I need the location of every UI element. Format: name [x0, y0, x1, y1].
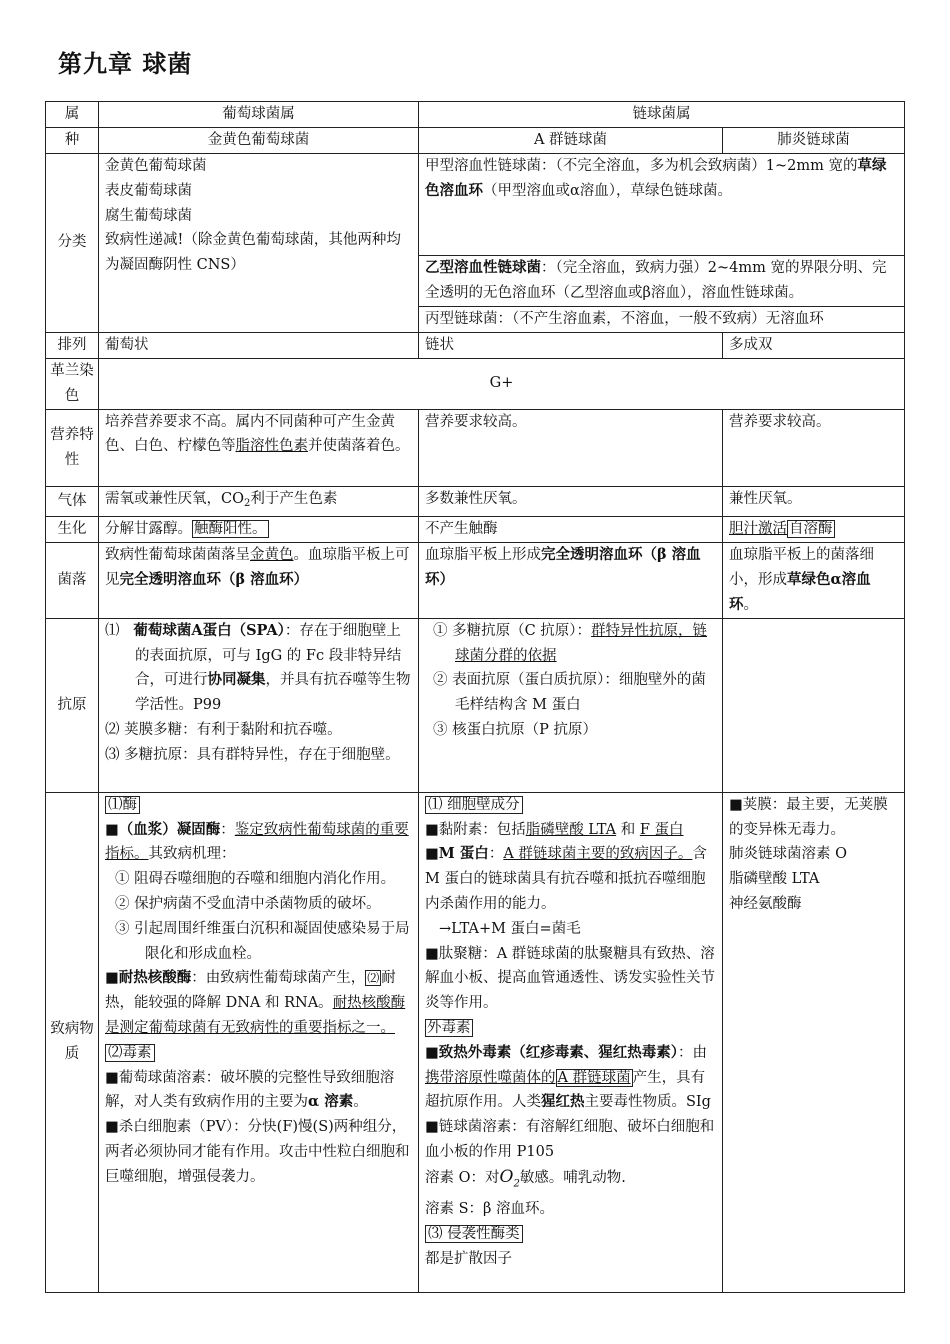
mechanism-text: 其致病机理：	[148, 846, 236, 863]
enzyme-heading: ⑴酶	[105, 796, 140, 814]
staph-biochem	[99, 517, 419, 543]
table-row-biochem	[46, 517, 905, 543]
pneumo-antigen	[723, 618, 905, 792]
coagglutination-bold: 协同凝集	[207, 671, 266, 689]
pyrogenic-text-2: 产生，具有超抗原作用。人类	[425, 1069, 706, 1111]
strepA-biochem: 不产生触酶	[419, 517, 723, 543]
biochem-label: 生化	[46, 517, 99, 543]
exotoxin-heading: 外毒素	[427, 1019, 471, 1036]
pigment-underlined: 脂溶性色素	[235, 438, 308, 455]
gram-value: G+	[99, 358, 905, 409]
list-item: →LTA+M 蛋白=菌毛	[439, 920, 581, 937]
coagulase-bold: ■（血浆）凝固酶	[105, 820, 221, 838]
list-item	[425, 1222, 716, 1247]
adhesin-text: ■黏附素：包括	[425, 821, 526, 838]
strep-genus: 链球菌属	[419, 102, 905, 128]
list-item: ① 阻碍吞噬细胞的吞噬和细胞内消化作用。	[115, 871, 396, 888]
list-item	[425, 842, 716, 916]
table-row-colony	[46, 543, 905, 618]
f-protein-underlined: F 蛋白	[639, 821, 684, 838]
invasive-enzyme-heading: ⑶ 侵袭性酶类	[425, 1225, 523, 1243]
list-item: 神经氨酸酶	[729, 895, 802, 912]
table-row-arrangement	[46, 332, 905, 358]
staph-nutrition	[99, 409, 419, 486]
toxin-heading: ⑵毒素	[105, 1044, 155, 1062]
list-item: ② 保护病菌不受血清中杀菌物质的破坏。	[115, 895, 381, 912]
staph-antigen	[99, 618, 419, 792]
alpha-text: 甲型溶血性链球菌：（不完全溶血，多为机会致病菌）1~2mm 宽的	[425, 158, 858, 174]
staph-species: 金黄色葡萄球菌	[99, 128, 419, 154]
oxygen-subscript: 2	[513, 1178, 520, 1190]
slo-text: 溶素 O：对	[425, 1169, 500, 1186]
list-item: ■荚膜：最主要，无荚膜的变异株无毒力。	[729, 796, 888, 838]
colony-text-p: 血琼脂平板上的菌落细小，形成	[729, 547, 874, 589]
list-item: ⑵ 荚膜多糖：有利于黏附和抗吞噬。	[105, 721, 342, 738]
pyrogenic-text-3: 主要毒性物质。SIg	[584, 1094, 711, 1111]
table-row-genus	[46, 102, 905, 128]
list-item: ■杀白细胞素（PV）：分快(F)慢(S)两种组分，两者必须协同才能有作用。攻击中性粒白细胞和巨噬细胞，增强侵袭力。	[105, 1119, 410, 1185]
catalase-boxed: 触酶阳性。	[194, 521, 267, 538]
list-item: 表皮葡萄球菌	[105, 182, 192, 199]
strepA-arrangement: 链状	[419, 332, 723, 358]
group-a-boxed: A 群链球菌	[557, 1069, 631, 1086]
staph-pathogenic	[99, 792, 419, 1292]
colony-label: 菌落	[46, 543, 99, 618]
pyrogenic-text: ：由	[677, 1044, 707, 1061]
cell-wall-heading: ⑴ 细胞壁成分	[425, 796, 523, 814]
staph-gas	[99, 486, 419, 517]
alpha-toxin-bold: α 溶素	[308, 1093, 354, 1111]
nutrition-label: 营养特性	[46, 409, 99, 486]
alpha-ring-bold: 草绿色α溶血环	[729, 571, 871, 613]
table-row-gas	[46, 486, 905, 517]
colon: ：	[220, 821, 235, 838]
gas-label: 气体	[46, 486, 99, 517]
gram-label: 革兰染色	[46, 358, 99, 409]
golden-underlined: 金黄色	[250, 547, 294, 564]
pneumo-species: 肺炎链球菌	[723, 128, 905, 154]
pneumo-biochem	[723, 517, 905, 543]
page-title: 第九章 球菌	[58, 50, 193, 78]
pneumo-arrangement: 多成双	[723, 332, 905, 358]
list-item: ■肽聚糖：A 群链球菌的肽聚糖具有致热、溶解血小板、提高血管通透性、诱发实验性关节炎等作用。	[425, 945, 715, 1012]
cocci-comparison-table	[45, 101, 905, 1293]
nutrition-text: 培养营养要求不高。属内不同菌种可产生金黄色、白色、柠檬色等	[105, 413, 395, 455]
table-row-nutrition	[46, 409, 905, 486]
pneumo-colony	[723, 543, 905, 618]
antigen-num: ⑴	[105, 622, 120, 639]
pneumo-pathogenic	[723, 792, 905, 1292]
pathogenic-label: 致病物质	[46, 792, 99, 1292]
scarlet-fever-bold: 猩红热	[541, 1093, 585, 1111]
list-item: 都是扩散因子	[425, 1250, 512, 1267]
list-item	[105, 966, 412, 1040]
strepA-pathogenic	[419, 792, 723, 1292]
list-item: ② 表面抗原（蛋白质抗原）：细胞壁外的菌毛样结构含 M 蛋白	[433, 672, 706, 714]
gamma-hemolytic: 丙型链球菌：（不产生溶血素，不溶血，一般不致病）无溶血环	[419, 306, 905, 332]
nuclease-text-2: 耐热，能较强的降解 DNA 和 RNA。	[105, 970, 396, 1012]
staph-classification	[99, 154, 419, 333]
oxygen-formula	[499, 1166, 520, 1190]
list-item	[425, 1041, 716, 1115]
beta-ring-bold: 完全透明溶血环（β 溶血环）	[119, 571, 309, 589]
list-item: ⑶ 多糖抗原：具有群特异性，存在于细胞壁。	[105, 746, 400, 763]
strep-beta-ring-bold: 完全透明溶血环（β 溶血环）	[425, 546, 701, 589]
genus-label: 属	[46, 102, 99, 128]
oxygen-letter: O	[499, 1166, 514, 1187]
list-item	[105, 1066, 412, 1116]
biochem-text: 分解甘露醇。	[105, 521, 192, 538]
spa-bold: 葡萄球菌A蛋白（SPA）	[133, 621, 285, 639]
list-item	[105, 793, 412, 818]
table-row-pathogenic	[46, 792, 905, 1292]
nutrition-text-end: 并使菌落着色。	[308, 438, 410, 455]
strepA-antigen	[419, 618, 723, 792]
list-item	[425, 1016, 716, 1041]
autolysin-boxed: 自溶酶	[789, 521, 833, 538]
colony-text-2: 。血琼脂平板上可见	[105, 547, 410, 589]
staph-arrangement: 葡萄状	[99, 332, 419, 358]
species-label: 种	[46, 128, 99, 154]
alpha-bold: 草绿色溶血环	[425, 157, 887, 199]
table-row-classification	[46, 154, 905, 256]
list-item	[105, 619, 412, 718]
staph-genus: 葡萄球菌属	[99, 102, 419, 128]
alpha-text-end: （甲型溶血或α溶血），草绿色链球菌。	[483, 182, 733, 199]
staph-colony	[99, 543, 419, 618]
m-protein-text: 含 M 蛋白的链球菌具有抗吞噬和抵抗吞噬细胞内杀菌作用的能力。	[425, 846, 707, 912]
nuclease-bold: ■耐热核酸酶	[105, 969, 192, 987]
alpha-hemolytic	[419, 154, 905, 256]
strepA-colony	[419, 543, 723, 618]
table-row-gram	[46, 358, 905, 409]
antigen-label: 抗原	[46, 618, 99, 792]
coagulase-underlined: 鉴定致病性葡萄球菌的重要指标。	[105, 821, 409, 863]
strepA-gas: 多数兼性厌氧。	[419, 486, 723, 517]
list-item: ③ 引起周围纤维蛋白沉积和凝固使感染易于局限化和形成血栓。	[115, 920, 410, 962]
nuclease-text: ：由致病性葡萄球菌产生，	[191, 970, 366, 987]
list-item	[425, 1165, 716, 1197]
list-item	[105, 1041, 412, 1066]
list-item: 金黄色葡萄球菌	[105, 158, 207, 174]
beta-text: ：（完全溶血，致病力强）2~4mm 宽的界限分明、完全透明的无色溶血环（乙型溶血或β溶血），溶血性链球菌。	[425, 260, 887, 301]
list-item	[425, 818, 716, 843]
classification-label: 分类	[46, 154, 99, 333]
list-item: 致病性递减!（除金黄色葡萄球菌，其他两种均为凝固酶阴性 CNS）	[105, 232, 401, 274]
list-item	[425, 619, 716, 669]
strepA-nutrition: 营养要求较高。	[419, 409, 723, 486]
and-text: 和	[616, 821, 640, 838]
table-row-antigen	[46, 618, 905, 792]
gas-text-end: 利于产生色素	[250, 490, 338, 507]
m-protein-underlined: A 群链球菌主要的致病因子。	[503, 846, 693, 863]
gas-text: 需氧或兼性厌氧，CO	[105, 490, 244, 507]
list-item: ■链球菌溶素：有溶解红细胞、破坏白细胞和血小板的作用 P105	[425, 1119, 715, 1160]
m-protein-bold: ■M 蛋白	[425, 845, 489, 863]
list-item: 溶素 S：β 溶血环。	[425, 1200, 555, 1217]
nuclease-mark: ⑵	[367, 971, 380, 986]
beta-bold: 乙型溶血性链球菌	[425, 259, 541, 276]
colony-text-p-end: 。	[743, 596, 758, 613]
list-item	[425, 793, 716, 818]
pneumo-gas: 兼性厌氧。	[723, 486, 905, 517]
co2-subscript: 2	[243, 497, 251, 509]
lta-underlined: 脂磷壁酸 LTA	[525, 821, 617, 838]
colony-text-a: 血琼脂平板上形成	[425, 547, 541, 564]
table-row-species	[46, 128, 905, 154]
hemolysin-end: 。	[353, 1094, 368, 1111]
slo-text-end: 敏感。哺乳动物.	[519, 1169, 626, 1186]
bile-underlined: 胆汁激活	[729, 521, 787, 538]
pyrogenic-bold: ■致热外毒素（红疹毒素、猩红热毒素）	[425, 1043, 678, 1061]
list-item: 脂磷壁酸 LTA	[729, 871, 820, 888]
group-specific-underlined: 群特异性抗原，链球菌分群的依据	[455, 622, 708, 664]
arrangement-label: 排列	[46, 332, 99, 358]
phage-underlined: 携带溶原性噬菌体的	[425, 1069, 556, 1086]
spa-text-end: ，并具有抗吞噬等生物学活性。P99	[135, 672, 411, 714]
list-item	[105, 818, 412, 868]
beta-hemolytic	[419, 256, 905, 307]
hemolysin-text: ■葡萄球菌溶素：破坏膜的完整性导致细胞溶解，对人类有致病作用的主要为	[105, 1069, 395, 1111]
colon: ：	[488, 846, 504, 863]
antigen-text: ① 多糖抗原（C 抗原）：	[433, 622, 592, 639]
pneumo-nutrition: 营养要求较高。	[723, 409, 905, 486]
list-item: 腐生葡萄球菌	[105, 207, 192, 224]
list-item: 肺炎链球菌溶素 O	[729, 846, 847, 863]
strepA-species: A 群链球菌	[419, 128, 723, 154]
colony-text: 致病性葡萄球菌菌落呈	[105, 547, 250, 564]
spa-text: ：存在于细胞壁上的表面抗原，可与 IgG 的 Fc 段非特异结合，可进行	[135, 622, 402, 689]
list-item: ③ 核蛋白抗原（P 抗原）	[433, 721, 597, 738]
nuclease-underlined: 耐热核酸酶是测定葡萄球菌有无致病性的重要指标之一。	[105, 995, 406, 1036]
